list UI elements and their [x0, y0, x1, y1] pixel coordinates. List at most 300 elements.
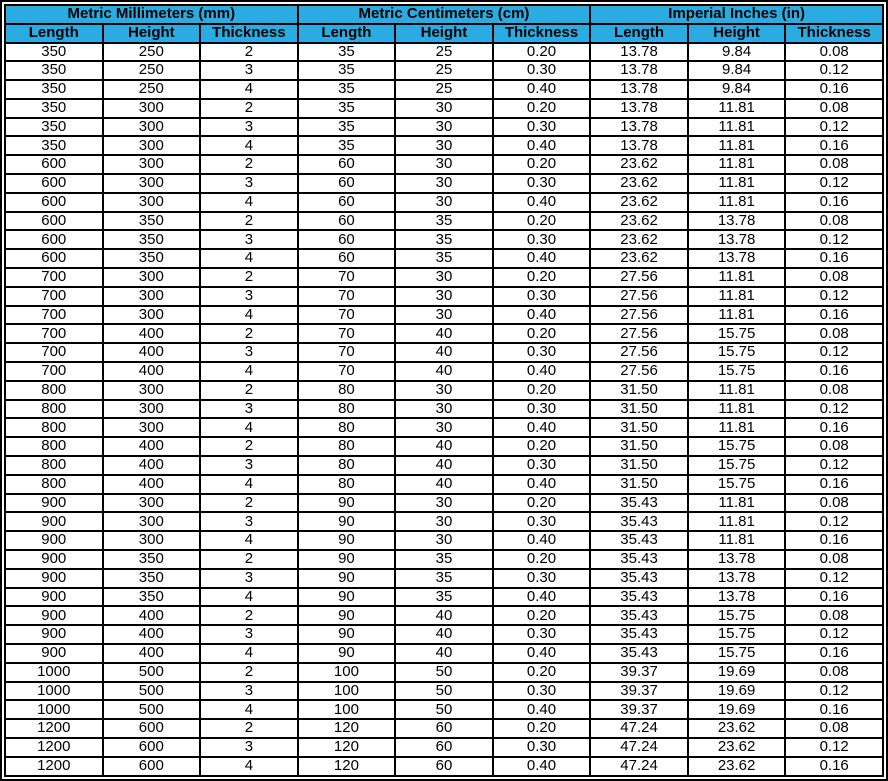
cell: 39.37 — [590, 700, 688, 719]
cell: 0.30 — [493, 343, 591, 362]
cell: 13.78 — [590, 136, 688, 155]
cell: 9.84 — [688, 80, 786, 99]
cell: 47.24 — [590, 757, 688, 776]
cell: 80 — [298, 475, 396, 494]
cell: 0.16 — [785, 757, 883, 776]
cell: 23.62 — [590, 193, 688, 212]
cell: 700 — [5, 306, 103, 325]
table-row — [5, 700, 883, 719]
cell: 19.69 — [688, 663, 786, 682]
cell: 0.20 — [493, 212, 591, 231]
table-row — [5, 43, 883, 62]
column-header-in-length: Length — [590, 24, 688, 43]
cell: 0.40 — [493, 136, 591, 155]
cell: 23.62 — [590, 230, 688, 249]
cell: 0.40 — [493, 249, 591, 268]
cell: 900 — [5, 606, 103, 625]
group-header-metric-centimeters: Metric Centimeters (cm) — [298, 5, 591, 24]
cell: 250 — [103, 80, 201, 99]
cell: 0.08 — [785, 663, 883, 682]
cell: 500 — [103, 663, 201, 682]
cell: 0.40 — [493, 80, 591, 99]
table-row — [5, 644, 883, 663]
cell: 35.43 — [590, 494, 688, 513]
cell: 300 — [103, 418, 201, 437]
cell: 35 — [298, 80, 396, 99]
cell: 800 — [5, 381, 103, 400]
cell: 25 — [395, 61, 493, 80]
group-header-row — [5, 5, 883, 24]
cell: 30 — [395, 99, 493, 118]
column-header-mm-height: Height — [103, 24, 201, 43]
cell: 350 — [5, 61, 103, 80]
cell: 35.43 — [590, 606, 688, 625]
table-row — [5, 757, 883, 776]
cell: 300 — [103, 512, 201, 531]
cell: 2 — [200, 663, 298, 682]
cell: 4 — [200, 249, 298, 268]
cell: 13.78 — [688, 550, 786, 569]
cell: 600 — [103, 757, 201, 776]
cell: 2 — [200, 494, 298, 513]
cell: 700 — [5, 343, 103, 362]
cell: 4 — [200, 700, 298, 719]
column-header-in-height: Height — [688, 24, 786, 43]
cell: 3 — [200, 569, 298, 588]
cell: 13.78 — [590, 99, 688, 118]
cell: 0.40 — [493, 531, 591, 550]
column-header-in-thickness: Thickness — [785, 24, 883, 43]
cell: 0.40 — [493, 193, 591, 212]
table-row — [5, 193, 883, 212]
cell: 0.08 — [785, 550, 883, 569]
cell: 100 — [298, 682, 396, 701]
cell: 2 — [200, 212, 298, 231]
cell: 300 — [103, 400, 201, 419]
cell: 4 — [200, 80, 298, 99]
cell: 2 — [200, 381, 298, 400]
cell: 4 — [200, 418, 298, 437]
table-row — [5, 324, 883, 343]
cell: 11.81 — [688, 306, 786, 325]
cell: 100 — [298, 663, 396, 682]
cell: 15.75 — [688, 437, 786, 456]
cell: 4 — [200, 644, 298, 663]
cell: 35 — [298, 136, 396, 155]
cell: 27.56 — [590, 343, 688, 362]
table-row — [5, 588, 883, 607]
cell: 600 — [5, 249, 103, 268]
cell: 100 — [298, 700, 396, 719]
cell: 30 — [395, 287, 493, 306]
cell: 0.30 — [493, 230, 591, 249]
cell: 60 — [298, 193, 396, 212]
cell: 600 — [103, 738, 201, 757]
cell: 3 — [200, 400, 298, 419]
cell: 13.78 — [590, 61, 688, 80]
size-conversion-table — [4, 4, 884, 777]
cell: 0.12 — [785, 682, 883, 701]
cell: 0.16 — [785, 644, 883, 663]
column-header-cm-length: Length — [298, 24, 396, 43]
table-row — [5, 212, 883, 231]
cell: 300 — [103, 118, 201, 137]
cell: 0.20 — [493, 324, 591, 343]
cell: 0.20 — [493, 381, 591, 400]
cell: 90 — [298, 569, 396, 588]
table-row — [5, 362, 883, 381]
cell: 0.20 — [493, 99, 591, 118]
cell: 35 — [395, 550, 493, 569]
cell: 13.78 — [688, 569, 786, 588]
cell: 120 — [298, 757, 396, 776]
cell: 35.43 — [590, 644, 688, 663]
cell: 11.81 — [688, 400, 786, 419]
cell: 0.08 — [785, 99, 883, 118]
cell: 1200 — [5, 719, 103, 738]
cell: 80 — [298, 400, 396, 419]
group-header-imperial-inches: Imperial Inches (in) — [590, 5, 883, 24]
cell: 30 — [395, 118, 493, 137]
table-row — [5, 569, 883, 588]
cell: 15.75 — [688, 644, 786, 663]
cell: 900 — [5, 644, 103, 663]
cell: 0.12 — [785, 569, 883, 588]
cell: 31.50 — [590, 456, 688, 475]
cell: 60 — [395, 738, 493, 757]
cell: 350 — [5, 80, 103, 99]
cell: 350 — [103, 212, 201, 231]
cell: 0.40 — [493, 306, 591, 325]
cell: 60 — [298, 230, 396, 249]
cell: 2 — [200, 550, 298, 569]
cell: 400 — [103, 644, 201, 663]
cell: 3 — [200, 738, 298, 757]
cell: 50 — [395, 700, 493, 719]
cell: 15.75 — [688, 475, 786, 494]
cell: 1000 — [5, 700, 103, 719]
cell: 23.62 — [590, 249, 688, 268]
cell: 300 — [103, 494, 201, 513]
cell: 13.78 — [688, 212, 786, 231]
cell: 700 — [5, 324, 103, 343]
column-header-mm-thickness: Thickness — [200, 24, 298, 43]
cell: 4 — [200, 531, 298, 550]
cell: 13.78 — [590, 43, 688, 62]
cell: 600 — [5, 230, 103, 249]
cell: 60 — [395, 757, 493, 776]
cell: 31.50 — [590, 400, 688, 419]
cell: 0.16 — [785, 306, 883, 325]
cell: 13.78 — [688, 588, 786, 607]
cell: 40 — [395, 606, 493, 625]
table-row — [5, 531, 883, 550]
cell: 700 — [5, 362, 103, 381]
table-row — [5, 249, 883, 268]
cell: 0.08 — [785, 494, 883, 513]
cell: 11.81 — [688, 136, 786, 155]
column-header-row — [5, 24, 883, 43]
cell: 0.12 — [785, 738, 883, 757]
cell: 19.69 — [688, 682, 786, 701]
cell: 0.12 — [785, 400, 883, 419]
cell: 0.12 — [785, 287, 883, 306]
cell: 11.81 — [688, 381, 786, 400]
table-row — [5, 155, 883, 174]
cell: 23.62 — [590, 212, 688, 231]
cell: 2 — [200, 437, 298, 456]
cell: 39.37 — [590, 682, 688, 701]
cell: 60 — [298, 155, 396, 174]
cell: 350 — [103, 249, 201, 268]
cell: 0.20 — [493, 494, 591, 513]
column-header-cm-height: Height — [395, 24, 493, 43]
table-row — [5, 61, 883, 80]
cell: 30 — [395, 381, 493, 400]
cell: 47.24 — [590, 738, 688, 757]
cell: 13.78 — [590, 118, 688, 137]
cell: 350 — [5, 43, 103, 62]
cell: 0.16 — [785, 531, 883, 550]
cell: 1000 — [5, 663, 103, 682]
cell: 4 — [200, 362, 298, 381]
cell: 0.20 — [493, 663, 591, 682]
table-row — [5, 682, 883, 701]
cell: 60 — [298, 249, 396, 268]
cell: 90 — [298, 550, 396, 569]
cell: 1200 — [5, 757, 103, 776]
table-row — [5, 343, 883, 362]
cell: 0.20 — [493, 155, 591, 174]
cell: 31.50 — [590, 418, 688, 437]
table-row — [5, 418, 883, 437]
cell: 300 — [103, 174, 201, 193]
table-row — [5, 80, 883, 99]
cell: 2 — [200, 268, 298, 287]
cell: 0.40 — [493, 757, 591, 776]
cell: 40 — [395, 475, 493, 494]
cell: 350 — [103, 230, 201, 249]
cell: 39.37 — [590, 663, 688, 682]
cell: 25 — [395, 80, 493, 99]
group-header-metric-millimeters: Metric Millimeters (mm) — [5, 5, 298, 24]
cell: 3 — [200, 512, 298, 531]
cell: 90 — [298, 644, 396, 663]
table-row — [5, 606, 883, 625]
cell: 600 — [5, 174, 103, 193]
table-body — [5, 43, 883, 777]
cell: 0.16 — [785, 475, 883, 494]
table-row — [5, 719, 883, 738]
cell: 300 — [103, 531, 201, 550]
cell: 0.20 — [493, 268, 591, 287]
cell: 0.08 — [785, 43, 883, 62]
cell: 900 — [5, 512, 103, 531]
cell: 0.08 — [785, 437, 883, 456]
cell: 11.81 — [688, 174, 786, 193]
cell: 0.30 — [493, 61, 591, 80]
cell: 0.40 — [493, 644, 591, 663]
cell: 0.20 — [493, 719, 591, 738]
cell: 400 — [103, 362, 201, 381]
cell: 15.75 — [688, 456, 786, 475]
cell: 13.78 — [688, 249, 786, 268]
cell: 0.08 — [785, 381, 883, 400]
cell: 3 — [200, 230, 298, 249]
cell: 31.50 — [590, 475, 688, 494]
cell: 0.20 — [493, 43, 591, 62]
cell: 30 — [395, 418, 493, 437]
table-header — [5, 5, 883, 43]
cell: 50 — [395, 663, 493, 682]
cell: 15.75 — [688, 606, 786, 625]
table-row — [5, 400, 883, 419]
cell: 0.12 — [785, 61, 883, 80]
cell: 0.30 — [493, 456, 591, 475]
cell: 800 — [5, 475, 103, 494]
cell: 250 — [103, 61, 201, 80]
cell: 0.30 — [493, 287, 591, 306]
cell: 3 — [200, 118, 298, 137]
cell: 0.12 — [785, 230, 883, 249]
cell: 60 — [298, 212, 396, 231]
cell: 35 — [298, 99, 396, 118]
cell: 13.78 — [688, 230, 786, 249]
cell: 90 — [298, 625, 396, 644]
cell: 40 — [395, 625, 493, 644]
cell: 40 — [395, 324, 493, 343]
cell: 700 — [5, 287, 103, 306]
table-row — [5, 174, 883, 193]
cell: 900 — [5, 550, 103, 569]
table-row — [5, 625, 883, 644]
cell: 80 — [298, 456, 396, 475]
cell: 400 — [103, 475, 201, 494]
cell: 9.84 — [688, 43, 786, 62]
table-row — [5, 437, 883, 456]
cell: 900 — [5, 531, 103, 550]
cell: 30 — [395, 174, 493, 193]
cell: 30 — [395, 494, 493, 513]
cell: 80 — [298, 418, 396, 437]
cell: 300 — [103, 193, 201, 212]
cell: 30 — [395, 512, 493, 531]
table-row — [5, 99, 883, 118]
cell: 90 — [298, 588, 396, 607]
cell: 70 — [298, 343, 396, 362]
cell: 11.81 — [688, 193, 786, 212]
cell: 4 — [200, 588, 298, 607]
table-row — [5, 550, 883, 569]
cell: 0.16 — [785, 193, 883, 212]
cell: 250 — [103, 43, 201, 62]
cell: 0.12 — [785, 456, 883, 475]
column-header-cm-thickness: Thickness — [493, 24, 591, 43]
cell: 11.81 — [688, 99, 786, 118]
cell: 300 — [103, 155, 201, 174]
cell: 0.08 — [785, 212, 883, 231]
cell: 0.40 — [493, 475, 591, 494]
cell: 800 — [5, 437, 103, 456]
cell: 900 — [5, 494, 103, 513]
cell: 600 — [5, 155, 103, 174]
cell: 35 — [395, 249, 493, 268]
cell: 600 — [5, 193, 103, 212]
cell: 70 — [298, 287, 396, 306]
cell: 0.30 — [493, 738, 591, 757]
cell: 90 — [298, 531, 396, 550]
cell: 2 — [200, 324, 298, 343]
cell: 300 — [103, 268, 201, 287]
cell: 2 — [200, 99, 298, 118]
cell: 23.62 — [688, 719, 786, 738]
cell: 3 — [200, 682, 298, 701]
cell: 300 — [103, 136, 201, 155]
cell: 2 — [200, 606, 298, 625]
cell: 0.08 — [785, 268, 883, 287]
cell: 35 — [395, 588, 493, 607]
cell: 40 — [395, 437, 493, 456]
cell: 800 — [5, 456, 103, 475]
cell: 0.08 — [785, 606, 883, 625]
table-row — [5, 381, 883, 400]
cell: 4 — [200, 306, 298, 325]
cell: 35 — [395, 212, 493, 231]
cell: 500 — [103, 682, 201, 701]
cell: 90 — [298, 494, 396, 513]
cell: 27.56 — [590, 268, 688, 287]
cell: 3 — [200, 456, 298, 475]
cell: 0.12 — [785, 118, 883, 137]
cell: 30 — [395, 268, 493, 287]
cell: 600 — [5, 212, 103, 231]
cell: 0.40 — [493, 700, 591, 719]
cell: 70 — [298, 362, 396, 381]
cell: 30 — [395, 400, 493, 419]
cell: 0.30 — [493, 118, 591, 137]
cell: 350 — [5, 136, 103, 155]
cell: 0.30 — [493, 512, 591, 531]
cell: 35 — [298, 118, 396, 137]
cell: 30 — [395, 136, 493, 155]
cell: 0.12 — [785, 174, 883, 193]
cell: 40 — [395, 456, 493, 475]
cell: 15.75 — [688, 362, 786, 381]
cell: 40 — [395, 362, 493, 381]
table-row — [5, 136, 883, 155]
cell: 3 — [200, 343, 298, 362]
cell: 900 — [5, 569, 103, 588]
cell: 0.12 — [785, 625, 883, 644]
cell: 0.08 — [785, 719, 883, 738]
cell: 30 — [395, 193, 493, 212]
cell: 35.43 — [590, 625, 688, 644]
cell: 120 — [298, 719, 396, 738]
cell: 0.40 — [493, 362, 591, 381]
cell: 30 — [395, 306, 493, 325]
cell: 90 — [298, 512, 396, 531]
cell: 0.16 — [785, 700, 883, 719]
cell: 15.75 — [688, 343, 786, 362]
cell: 0.16 — [785, 418, 883, 437]
cell: 13.78 — [590, 80, 688, 99]
cell: 60 — [298, 174, 396, 193]
cell: 500 — [103, 700, 201, 719]
cell: 27.56 — [590, 324, 688, 343]
table-row — [5, 287, 883, 306]
cell: 0.16 — [785, 588, 883, 607]
table-row — [5, 475, 883, 494]
